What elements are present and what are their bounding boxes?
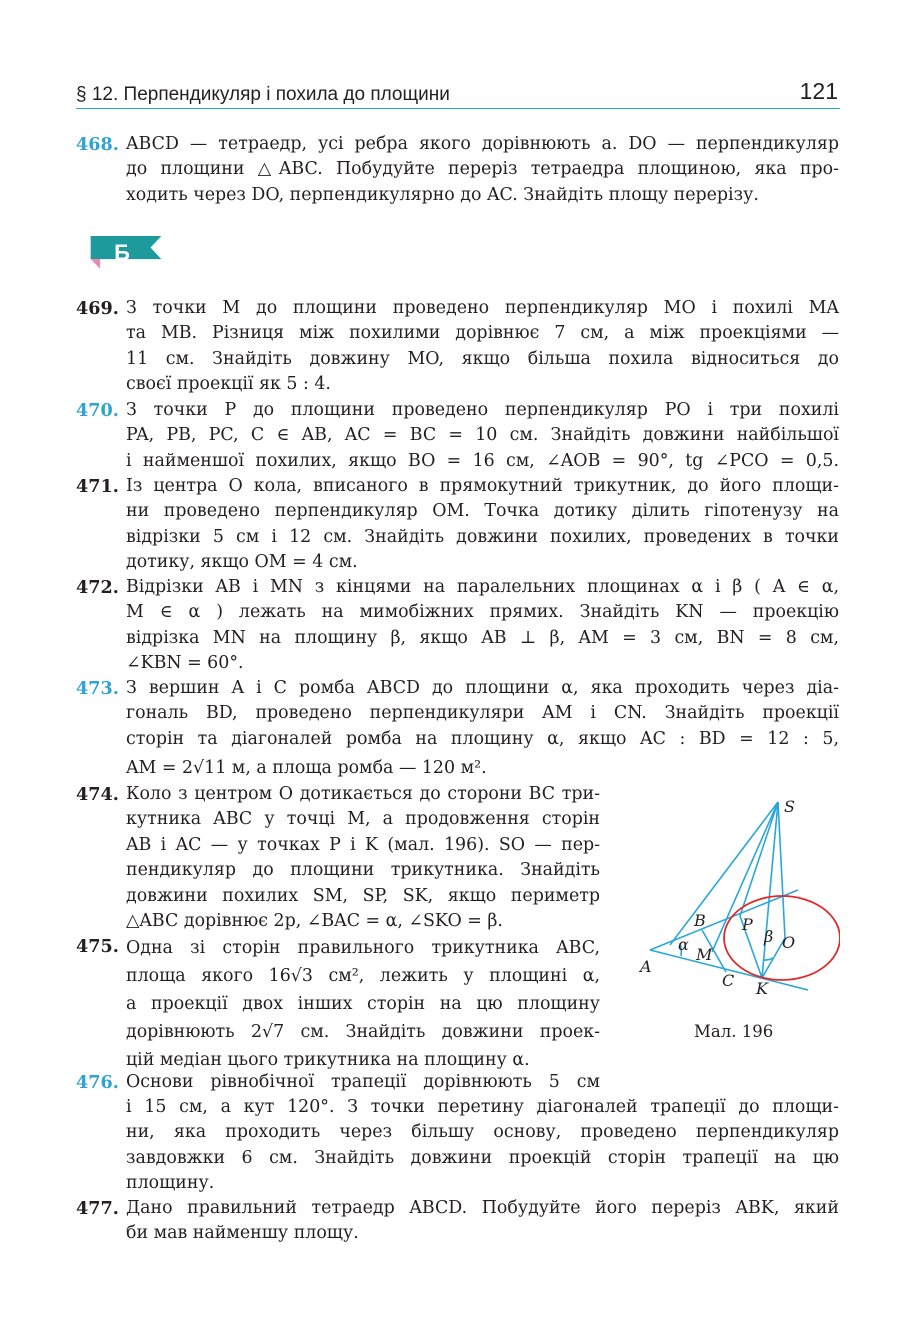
label-alpha: α bbox=[678, 935, 689, 954]
problem-474-line: AB і AC — у точках P і K (мал. 196). SO — пер- bbox=[126, 834, 600, 855]
problem-473-text bbox=[126, 676, 839, 782]
problem-476-text bbox=[126, 1095, 839, 1197]
problem-468-line: ABCD — тетраедр, усі ребра якого дорівнюють a. DO — перпендикуляр bbox=[126, 134, 839, 154]
problem-471-line: дотику, якщо OM = 4 см. bbox=[126, 552, 358, 573]
problem-469-text bbox=[126, 296, 839, 398]
problem-472-line: ∠KBN = 60°. bbox=[126, 653, 244, 674]
problem-473-line: сторін та діагоналей ромба на площину α, якщо AC : BD = 12 : 5, bbox=[126, 728, 839, 749]
problem-471-line: Із центра O кола, вписаного в прямокутний трикутник, до його площи- bbox=[126, 476, 839, 496]
problem-470-line: PA, PB, PC, C ∈ AB, AC = BC = 10 см. Знайдіть довжини найбільшої bbox=[126, 425, 839, 446]
problem-470-line: і найменшої похилих, якщо BO = 16 см, ∠AOB = 90°, tg ∠PCO = 0,5. bbox=[126, 450, 839, 471]
problem-473-line: З вершин A і C ромба ABCD до площини α, яка проходить через діа- bbox=[126, 678, 839, 698]
problem-468-text bbox=[126, 132, 839, 208]
problem-475-line: площа якого 16√3 см², лежить у площині α, bbox=[126, 966, 600, 986]
problem-472-line: Відрізки AB і MN з кінцями на паралельних площинах α і β ( A ∈ α, bbox=[126, 577, 839, 597]
problem-468-line: ходить через DO, перпендикулярно до AC. Знайдіть площу перерізу. bbox=[126, 184, 759, 205]
problem-475-line: а проекції двох інших сторін на цю площину bbox=[126, 994, 600, 1014]
problem-474-line: пендикуляр до площини трикутника. Знайдіть bbox=[126, 860, 600, 881]
problem-469-line: та MB. Різниця між похилими дорівнює 7 см, а між проекціями — bbox=[126, 323, 839, 344]
problem-474-line: Коло з центром O дотикається до сторони BC три- bbox=[126, 784, 600, 804]
problem-469-line: 11 см. Знайдіть довжину MO, якщо більша похила відноситься до bbox=[126, 348, 839, 369]
problem-470-text bbox=[126, 398, 839, 474]
problem-477-line: би мав найменшу площу. bbox=[126, 1223, 359, 1244]
problem-475-line: Одна зі сторін правильного трикутника ABC, bbox=[126, 938, 600, 958]
problem-number-475: 475. bbox=[76, 936, 119, 957]
problem-472-line: M ∈ α ) лежать на мимобіжних прямих. Знайдіть KN — проекцію bbox=[126, 602, 839, 623]
problem-469-line: З точки M до площини проведено перпендикуляр MO і похилі MA bbox=[126, 298, 839, 318]
problem-472-text bbox=[126, 575, 839, 677]
header-rule bbox=[76, 108, 840, 109]
problem-475-text bbox=[126, 934, 600, 1074]
problem-471-text bbox=[126, 474, 839, 576]
problem-number-474: 474. bbox=[76, 784, 119, 805]
problem-number-470: 470. bbox=[76, 400, 119, 421]
label-K: K bbox=[756, 979, 768, 998]
problem-number-477: 477. bbox=[76, 1198, 119, 1219]
problem-476-line: ни, яка проходить через більшу основу, проведено перпендикуляр bbox=[126, 1122, 839, 1143]
label-O: O bbox=[782, 933, 796, 952]
problem-473-line: гональ BD, проведено перпендикуляри AM і CN. Знайдіть проекції bbox=[126, 703, 839, 724]
problem-number-471: 471. bbox=[76, 476, 119, 497]
label-P: P bbox=[742, 915, 753, 934]
label-beta: β bbox=[764, 927, 774, 946]
page-number: 121 bbox=[799, 78, 838, 104]
problem-number-468: 468. bbox=[76, 134, 119, 155]
label-M: M bbox=[696, 945, 713, 964]
figure-caption: Мал. 196 bbox=[694, 1022, 774, 1041]
problem-476-line: завдовжки 6 см. Знайдіть довжини проекцій сторін трапеції на цю bbox=[126, 1147, 839, 1168]
level-badge-label: Б bbox=[114, 240, 130, 265]
problem-471-line: ни проведено перпендикуляр OM. Точка дотику ділить гіпотенузу на bbox=[126, 501, 839, 522]
problem-474-line: △ABC дорівнює 2p, ∠BAC = α, ∠SKO = β. bbox=[126, 911, 503, 932]
problem-475-line: цій медіан цього трикутника на площину α. bbox=[126, 1050, 530, 1070]
problem-473-line: AM = 2√11 м, а площа ромба — 120 м². bbox=[126, 758, 487, 779]
label-B: B bbox=[694, 911, 706, 930]
problem-475-line: дорівнюють 2√7 см. Знайдіть довжини проек- bbox=[126, 1022, 600, 1042]
problem-number-472: 472. bbox=[76, 577, 119, 598]
problem-474-line: довжини похилих SM, SP, SK, якщо периметр bbox=[126, 885, 600, 906]
problem-476-first-line bbox=[126, 1070, 600, 1095]
problem-471-line: відрізки 5 см і 12 см. Знайдіть довжини похилих, проведених в точки bbox=[126, 526, 839, 547]
problem-476-line: Основи рівнобічної трапеції дорівнюють 5 см bbox=[126, 1072, 600, 1092]
problem-477-text bbox=[126, 1196, 839, 1247]
label-C: C bbox=[722, 971, 735, 990]
label-A: A bbox=[640, 957, 652, 976]
problem-476-line: площину. bbox=[126, 1173, 215, 1194]
problem-474-text bbox=[126, 782, 600, 934]
problem-477-line: Дано правильний тетраедр ABCD. Побудуйте його переріз ABK, який bbox=[126, 1198, 839, 1218]
problem-468-line: до площини △ABC. Побудуйте переріз тетраедра площиною, яка про- bbox=[126, 159, 839, 180]
problem-470-line: З точки P до площини проведено перпендикуляр PO і три похилі bbox=[126, 400, 839, 420]
problem-469-line: своєї проекції як 5 : 4. bbox=[126, 374, 331, 395]
problem-474-line: кутника ABC у точці M, а продовження сторін bbox=[126, 809, 600, 830]
problem-472-line: відрізка MN на площину β, якщо AB ⊥ β, AM = 3 см, BN = 8 см, bbox=[126, 627, 839, 648]
figure-196 bbox=[630, 790, 840, 1010]
problem-number-473: 473. bbox=[76, 678, 119, 699]
section-title: § 12. Перпендикуляр і похила до площини bbox=[76, 84, 450, 105]
problem-number-469: 469. bbox=[76, 298, 119, 319]
problem-number-476: 476. bbox=[76, 1072, 119, 1093]
label-S: S bbox=[784, 797, 795, 816]
problem-476-line: і 15 см, а кут 120°. З точки перетину діагоналей трапеції до площи- bbox=[126, 1097, 839, 1117]
segment-S-O bbox=[778, 802, 785, 938]
